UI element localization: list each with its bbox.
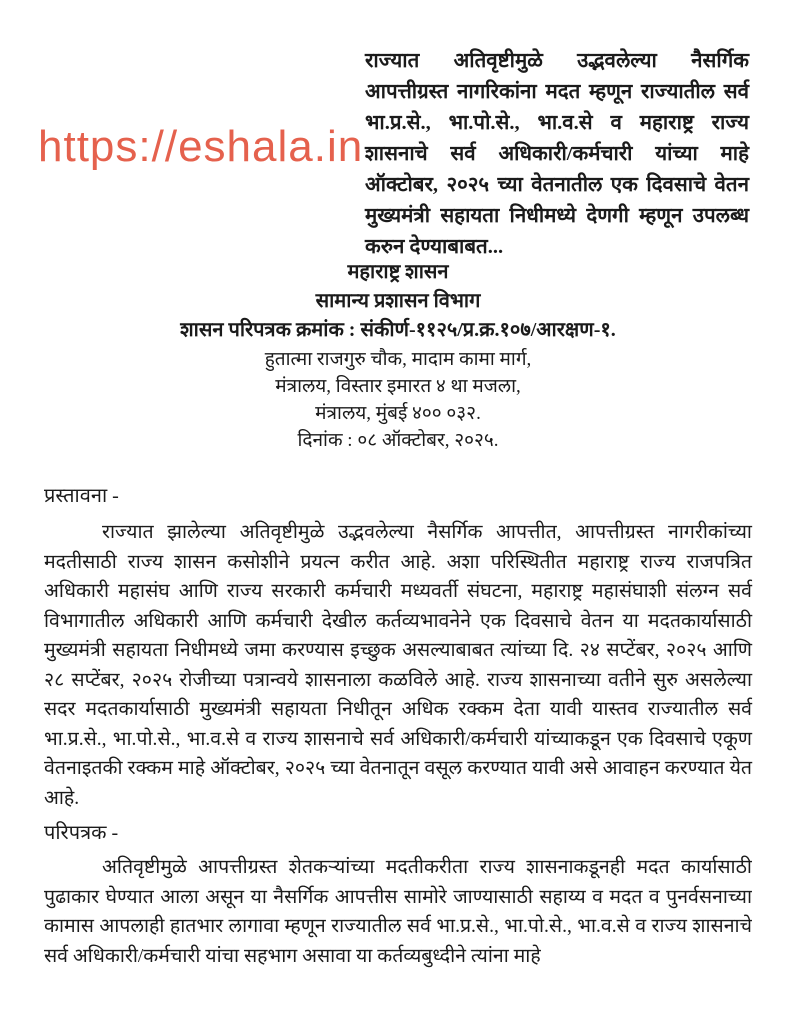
address-line-3: मंत्रालय, मुंबई ४०० ०३२. — [315, 403, 481, 424]
circular-subject: राज्यात अतिवृष्टीमुळे उद्भवलेल्या नैसर्गिक आपत्तीग्रस्त नागरिकांना मदत म्हणून राज्यातील सर्व भा.प्र.से., भा.पो.से., भा.व.से व महाराष्ट्र राज्य शासनाचे सर्व अधिकारी/कर्मचारी यांच्या माहे ऑक्टोबर, २०२५ च्या वेतनातील एक दिवसाचे वेतन मुख्यमंत्री सहायता निधीमध्ये देणगी म्हणून उपलब्ध करुन देण्याबाबत... — [365, 50, 749, 258]
government-header — [0, 258, 796, 345]
address-line-1: हुतात्मा राजगुरु चौक, मादाम कामा मार्ग, — [264, 349, 532, 370]
address-line-2: मंत्रालय, विस्तार इमारत ४ था मजला, — [275, 376, 521, 397]
circular-number: शासन परिपत्रक क्रमांक : संकीर्ण-११२५/प्र.क्र.१०७/आरक्षण-१. — [180, 319, 616, 341]
address-block — [0, 346, 796, 454]
watermark-text: https://eshala.in — [38, 122, 364, 171]
date-line: दिनांक : ०८ ऑक्टोबर, २०२५. — [297, 430, 499, 451]
paripatrak-paragraph: अतिवृष्टीमुळे आपत्तीग्रस्त शेतकऱ्यांच्या मदतीकरीता राज्य शासनाकडूनही मदत कार्यासाठी पुढाकार घेण्यात आला असून या नैसर्गिक आपत्तीस सामोरे जाण्यासाठी सहाय्य व मदत व पुनर्वसनाच्या कामास आपलाही हातभार लागावा म्हणून राज्यातील सर्व भा.प्र.से., भा.पो.से., भा.व.से व राज्य शासनाचे सर्व अधिकारी/कर्मचारी यांचा सहभाग असावा या कर्तव्यबुध्दीने त्यांना माहे — [44, 857, 752, 967]
government-name: महाराष्ट्र शासन — [347, 261, 449, 283]
prastavana-paragraph: राज्यात झालेल्या अतिवृष्टीमुळे उद्भवलेल्या नैसर्गिक आपत्तीत, आपत्तीग्रस्त नागरीकांच्या मदतीसाठी राज्य शासन कसोशीने प्रयत्न करीत आहे. अशा परिस्थितीत महाराष्ट्र राज्य राजपत्रित अधिकारी महासंघ आणि राज्य सरकारी कर्मचारी मध्यवर्ती संघटना, महाराष्ट्र महासंघाशी संलग्न सर्व विभागातील अधिकारी आणि कर्मचारी देखील कर्तव्यभावनेने एक दिवसाचे वेतन या मदतकार्यासाठी मुख्यमंत्री सहायता निधीमध्ये जमा करण्यास इच्छुक असल्याबाबत त्यांच्या दि. २४ सप्टेंबर, २०२५ आणि २८ सप्टेंबर, २०२५ रोजीच्या पत्रान्वये शासनाला कळविले आहे. राज्य शासनाच्या वतीने सुरु असलेल्या सदर मदतकार्यासाठी मुख्यमंत्री सहायता निधीतून अधिक रक्कम देता यावी यास्तव राज्यातील सर्व भा.प्र.से., भा.पो.से., भा.व.से व राज्य शासनाचे सर्व अधिकारी/कर्मचारी यांच्याकडून एक दिवसाचे एकूण वेतनाइतकी रक्कम माहे ऑक्टोबर, २०२५ च्या वेतनातून वसूल करण्यात यावी असे आवाहन करण्यात येत आहे. — [44, 522, 752, 809]
section-label-paripatrak: परिपत्रक - — [44, 822, 119, 844]
section-label-prastavana: प्रस्तावना - — [44, 485, 119, 507]
department-name: सामान्य प्रशासन विभाग — [315, 290, 481, 312]
